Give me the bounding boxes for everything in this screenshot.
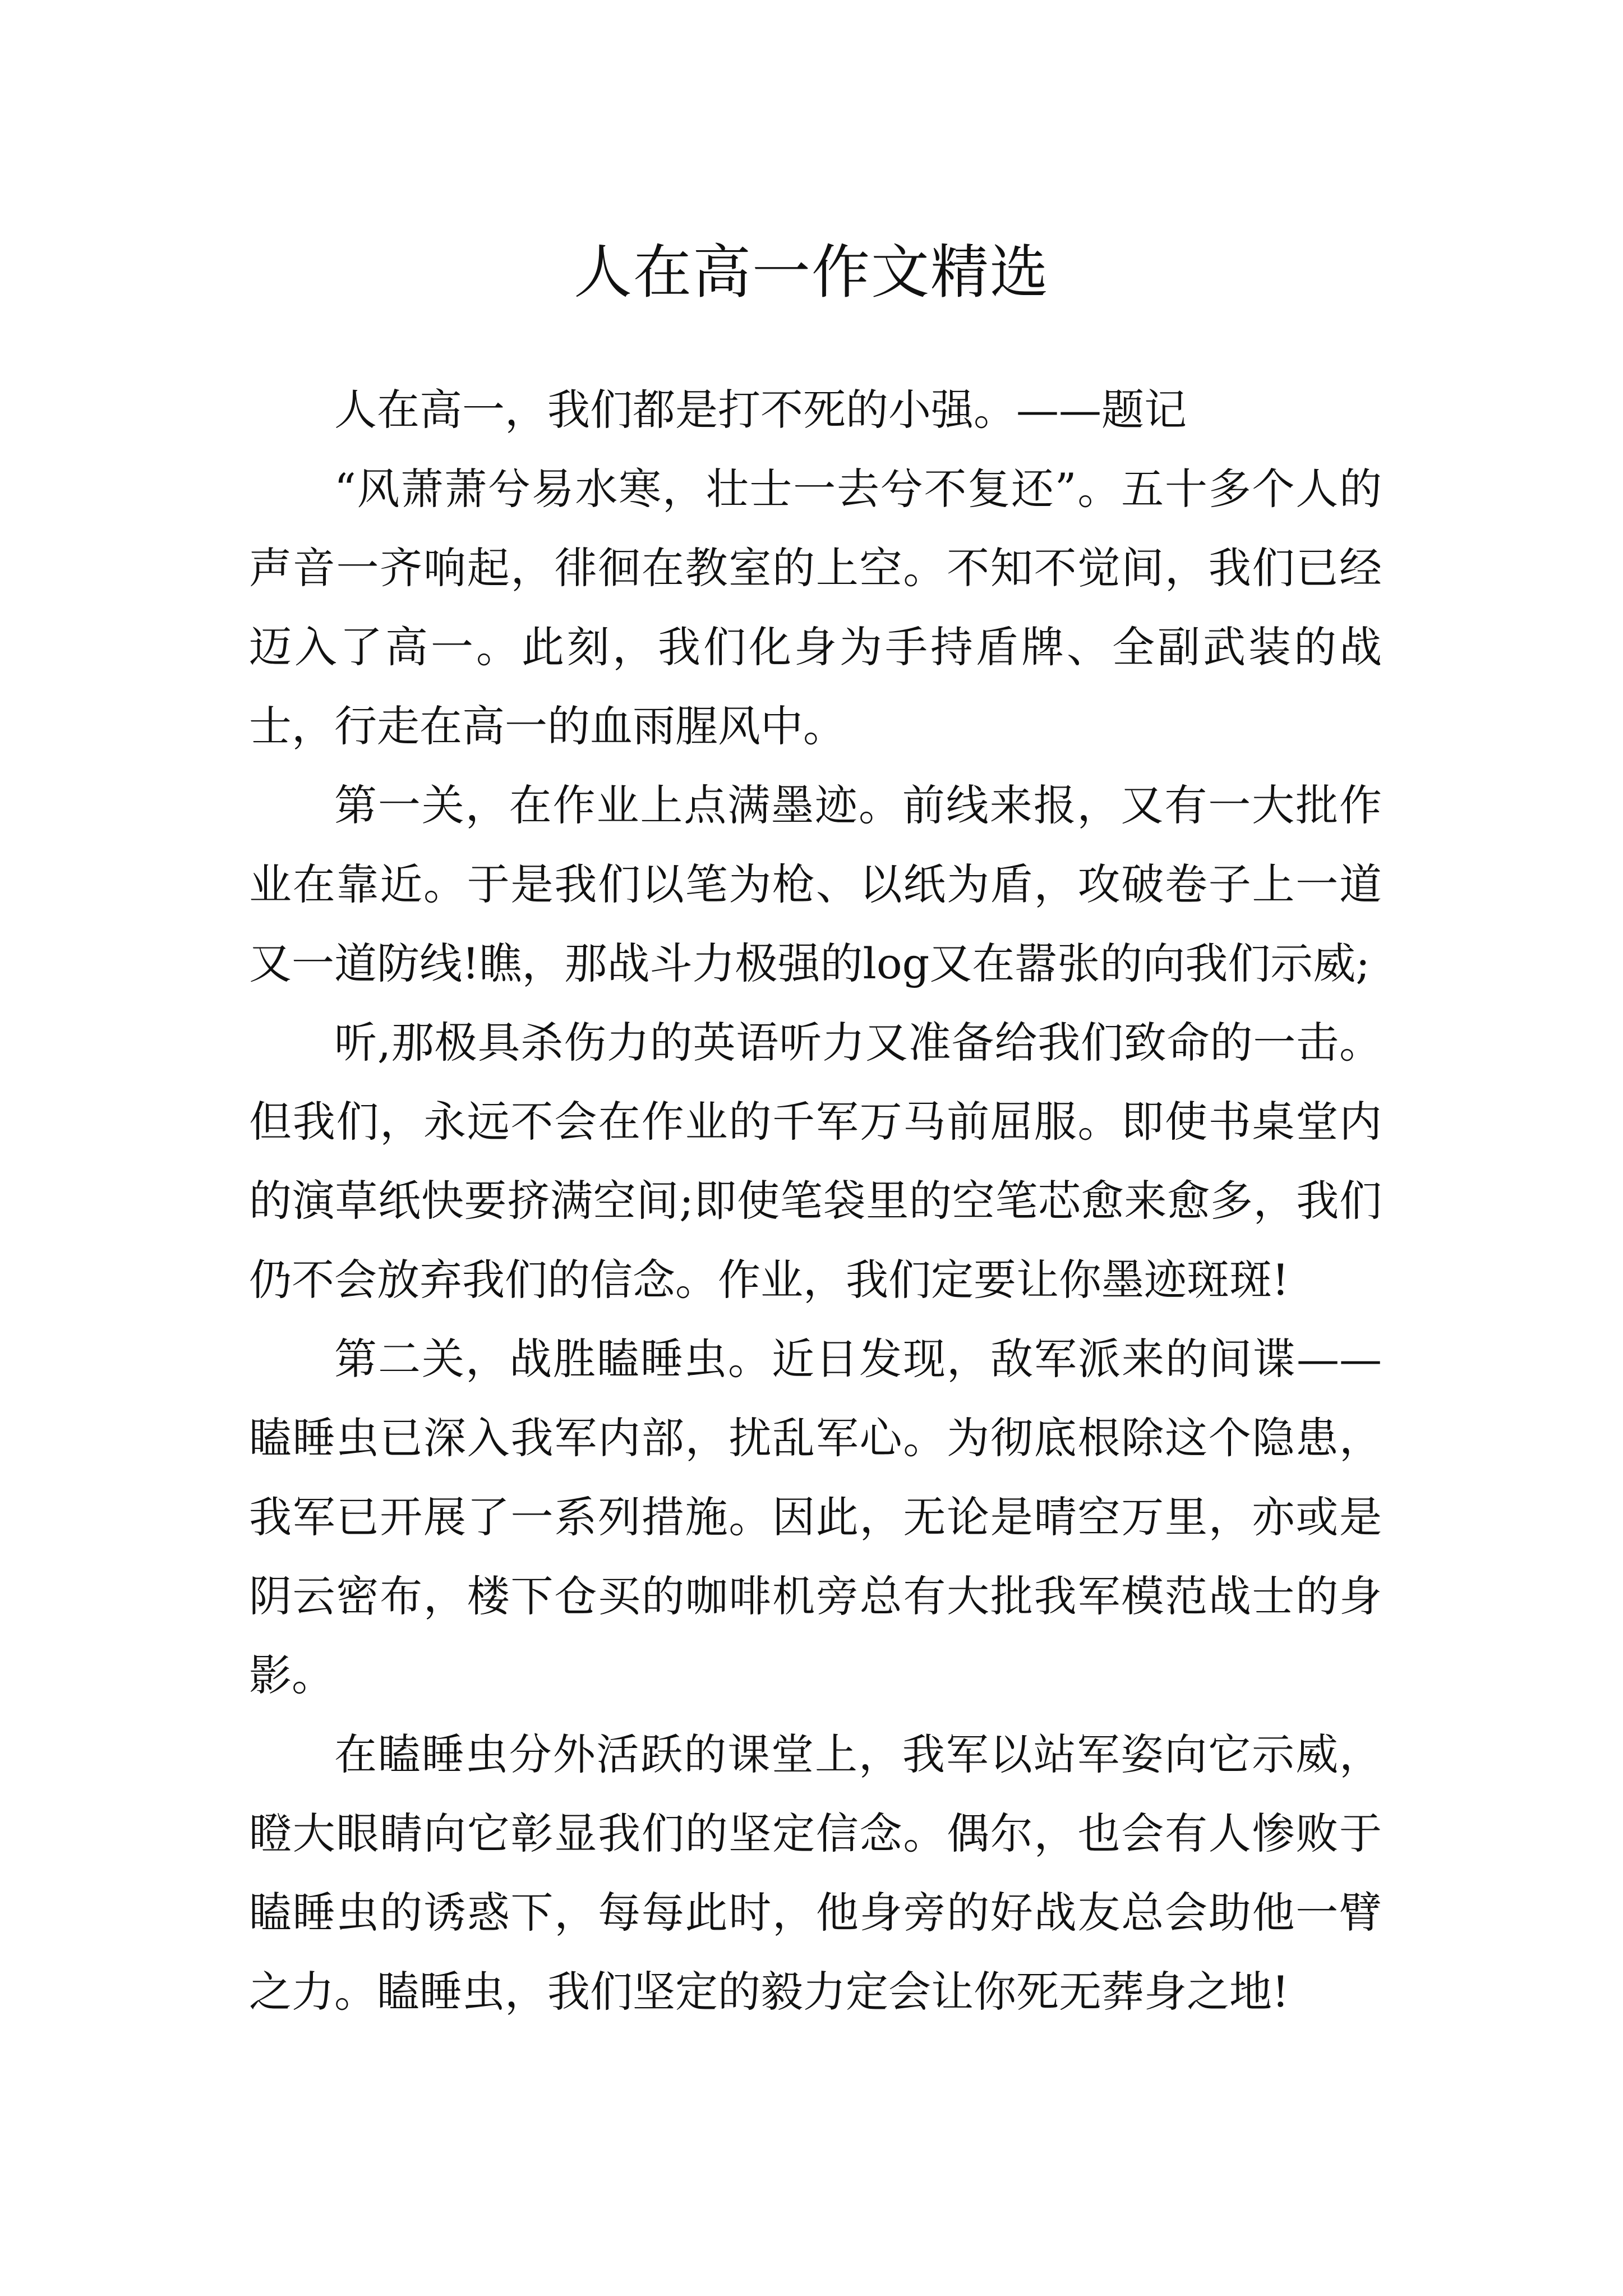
document-title: 人在高一作文精选 xyxy=(573,237,1049,306)
paragraph-epigraph: 人在高一，我们都是打不死的小强。——题记 xyxy=(334,385,1187,435)
document-body xyxy=(249,370,1382,2031)
paragraph-1: “风萧萧兮易水寒，壮士一去兮不复还”。五十多个人的声音一齐响起，徘徊在教室的上空。不知不觉间，我们已经迈入了高一。此刻，我们化身为手持盾牌、全副武装的战士，行走在高一的血雨腥风中。 xyxy=(249,464,1382,751)
paragraph-2: 第一关，在作业上点满墨迹。前线来报，又有一大批作业在靠近。于是我们以笔为枪、以纸为盾，攻破卷子上一道又一道防线!瞧，那战斗力极强的log又在嚣张的向我们示威; xyxy=(249,780,1382,988)
paragraph-3: 听,那极具杀伤力的英语听力又准备给我们致命的一击。但我们，永远不会在作业的千军万马前屈服。即使书桌堂内的演草纸快要挤满空间;即使笔袋里的空笔芯愈来愈多，我们仍不会放弃我们的信念。作业，我们定要让你墨迹斑斑! xyxy=(249,1018,1382,1305)
paragraph-5: 在瞌睡虫分外活跃的课堂上，我军以站军姿向它示威，瞪大眼睛向它彰显我们的坚定信念。偶尔，也会有人惨败于瞌睡虫的诱惑下，每每此时，他身旁的好战友总会助他一臂之力。瞌睡虫，我们坚定的毅力定会让你死无葬身之地! xyxy=(249,1729,1382,2017)
paragraph-4: 第二关，战胜瞌睡虫。近日发现，敌军派来的间谍——瞌睡虫已深入我军内部，扰乱军心。为彻底根除这个隐患，我军已开展了一系列措施。因此，无论是晴空万里，亦或是阴云密布，楼下仓买的咖啡机旁总有大批我军模范战士的身影。 xyxy=(249,1334,1382,1700)
